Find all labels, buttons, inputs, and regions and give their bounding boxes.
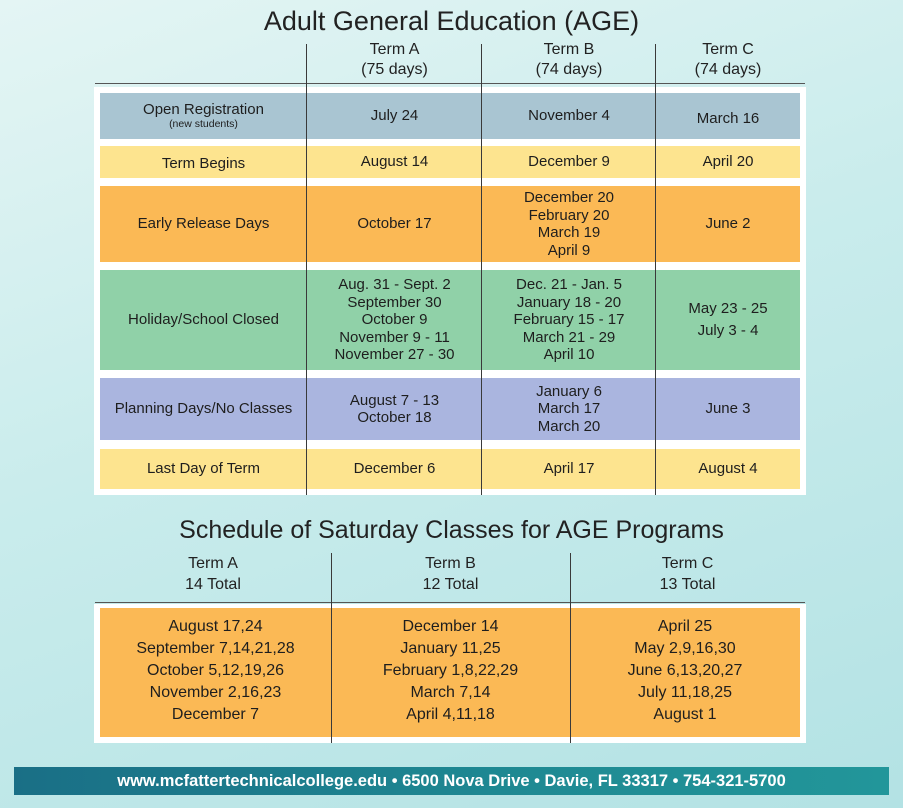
date-line: October 18 [357,409,432,426]
date-line: July 24 [370,107,419,125]
term-b-header [482,40,656,80]
term-a-days: (75 days) [361,61,428,78]
footer-contact-text: www.mcfattertechnicalcollege.edu • 6500 Nova Drive • Davie, FL 33317 • 754-321-5700 [117,772,786,790]
date-line: December 9 [528,153,610,171]
date-line: August 14 [360,153,429,171]
saturday-dates-block [100,608,800,737]
row-label [100,186,307,262]
cell-term-c [656,449,800,489]
row-sublabel: (new students) [169,118,238,131]
date-line: November 4 [528,107,610,125]
row-label [100,146,307,178]
date-line: March 17 [537,400,601,418]
date-line: May 23 - 25 [688,300,768,317]
term-b-days: (74 days) [535,61,603,78]
date-line: June 2 [705,215,751,233]
date-line: April 10 [543,346,595,364]
sat-term-b-header [331,553,570,595]
row-label-text: Planning Days/No Classes [114,400,293,418]
date-line: June 3 [705,400,751,418]
sat-term-b-dates [331,616,570,726]
date-line: October 9 [361,311,428,329]
date-line: April 17 [543,460,595,478]
saturday-header-divider [95,602,805,603]
column-divider [655,44,656,495]
date-line: November 9 - 11 [339,328,450,346]
date-line: August 17,24 [168,618,263,635]
date-line: January 11,25 [400,640,501,657]
date-line: September 30 [347,293,442,311]
date-line: January 6 [536,382,602,400]
row-label-text: Holiday/School Closed [128,311,279,329]
sat-term-b-total: 12 Total [422,576,479,593]
date-line: March 7,14 [410,684,491,701]
row-label [100,93,307,139]
cell-term-b [482,449,656,489]
sat-term-a-header [95,553,331,595]
sat-term-a-name: Term A [188,555,238,572]
saturday-column-divider [570,553,571,743]
row-planning-days [100,378,800,440]
cell-term-a [307,146,482,178]
date-line: March 16 [696,110,760,128]
row-label [100,449,307,489]
date-line: March 21 - 29 [522,328,616,346]
date-line: October 5,12,19,26 [147,662,284,679]
saturday-column-divider [331,553,332,743]
date-line: February 15 - 17 [513,311,625,329]
row-label [100,378,307,440]
date-line: August 7 - 13 [349,391,440,409]
header-divider [95,83,805,84]
row-label-text: Early Release Days [137,215,270,233]
row-term-begins [100,146,800,178]
date-line: January 18 - 20 [516,293,622,311]
cell-term-c [656,146,800,178]
column-divider [306,44,307,495]
row-label [100,270,307,370]
term-a-header [307,40,482,80]
sat-term-b-name: Term B [425,555,476,572]
cell-term-a [307,449,482,489]
date-line: November 2,16,23 [149,684,282,701]
cell-term-a [307,270,482,370]
age-calendar-title: Adult General Education (AGE) [263,6,640,36]
row-last-day [100,449,800,489]
cell-term-c [656,186,800,262]
row-open-registration [100,93,800,139]
saturday-schedule-title: Schedule of Saturday Classes for AGE Programs [179,516,724,544]
date-line: July 3 - 4 [697,322,759,339]
date-line: February 20 [528,206,610,224]
sat-term-c-total: 13 Total [659,576,716,593]
date-line: May 2,9,16,30 [634,640,736,657]
cell-term-b [482,93,656,139]
term-c-name: Term C [702,41,754,58]
sat-term-c-dates [570,616,800,726]
date-line: March 20 [537,417,601,435]
date-line: December 20 [523,189,615,206]
date-line: July 11,18,25 [638,684,732,701]
date-line: November 27 - 30 [334,346,455,364]
term-c-header [656,40,800,80]
date-line: June 6,13,20,27 [627,662,743,679]
date-line: April 9 [547,241,591,259]
term-c-days: (74 days) [694,61,762,78]
date-line: Aug. 31 - Sept. 2 [338,276,451,294]
date-line: August 1 [653,706,717,723]
date-line: September 7,14,21,28 [136,640,295,657]
cell-term-a [307,93,482,139]
cell-term-b [482,146,656,178]
sat-term-a-total: 14 Total [185,576,241,593]
date-line: December 6 [353,460,436,478]
date-line: October 17 [357,215,432,233]
sat-term-c-name: Term C [661,555,714,572]
cell-term-b [482,378,656,440]
date-line: December 14 [402,618,499,635]
date-line: Dec. 21 - Jan. 5 [516,276,622,294]
date-line: April 4,11,18 [406,706,495,723]
row-label-text: Open Registration [143,100,264,118]
row-holiday-closed [100,270,800,370]
row-label-text: Term Begins [161,155,246,173]
term-a-name: Term A [369,41,420,58]
date-line: February 1,8,22,29 [382,662,519,679]
cell-term-c [656,270,800,370]
date-line: August 4 [698,460,758,478]
column-divider [481,44,482,495]
sat-term-a-dates [100,616,331,726]
cell-term-c [656,93,800,139]
date-line: March 19 [537,224,601,241]
row-label-text: Last Day of Term [146,460,261,478]
term-b-name: Term B [543,41,595,58]
row-early-release [100,186,800,262]
date-line: April 20 [702,153,754,171]
date-line: April 25 [657,618,713,635]
cell-term-c [656,378,800,440]
cell-term-a [307,186,482,262]
cell-term-b [482,270,656,370]
cell-term-a [307,378,482,440]
footer-contact-bar [14,767,889,795]
sat-term-c-header [570,553,805,595]
date-line: December 7 [171,706,260,723]
cell-term-b [482,186,656,262]
